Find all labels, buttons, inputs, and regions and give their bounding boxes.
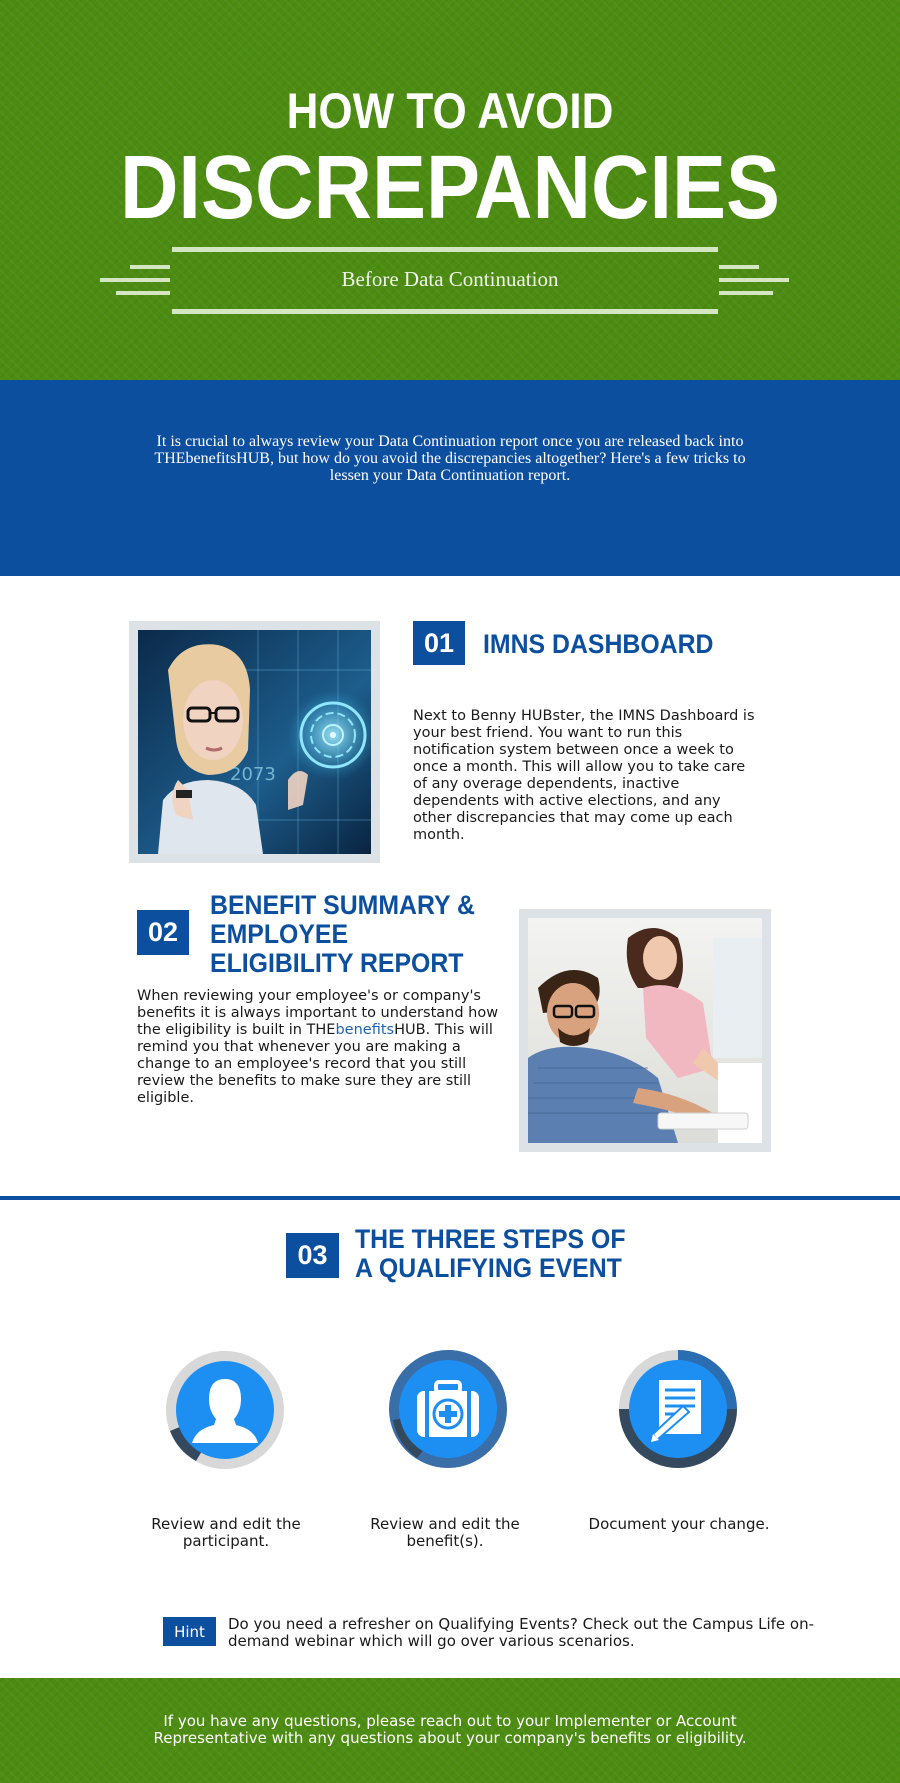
coworkers-illustration [528, 918, 762, 1143]
body-text-part: HUB. This will remind you that whenever you are making a change to an employee's record that you still review the benefits to make sure they are still eligible. [137, 1022, 493, 1106]
coworkers-photo [528, 918, 762, 1143]
footer-text: If you have any questions, please reach out to your Implementer or Account Representative with any questions about your company's benefits or eligibility. [153, 1712, 747, 1747]
section-body [137, 988, 499, 1107]
dashboard-photo-frame [129, 621, 380, 863]
footer-band [0, 1678, 900, 1783]
header-banner [0, 0, 900, 380]
section-body: Next to Benny HUBster, the IMNS Dashboard is your best friend. You want to run this notification system between once a week to once a month. This will allow you to take care of any overage dependents, inactive dependents with active elections, and any other discrepancies that may come up each month. [413, 708, 755, 843]
decorative-rule [172, 247, 718, 252]
body-text-part: When reviewing your employee's or company's benefits it is always important to understand how the eligibility is built in THE [137, 988, 499, 1038]
page-title: DISCREPANCIES [119, 138, 781, 238]
body-text-highlight: benefits [335, 1022, 395, 1038]
intro-text: It is crucial to always review your Data Continuation report once you are released back into THEbenefitsHUB, but how do you avoid the discrepancies altogether? Here's a few tricks to lessen your Data Continuation report. [154, 433, 746, 484]
section-title: IMNS DASHBOARD [483, 629, 714, 659]
intro-band [0, 380, 900, 576]
hint-badge: Hint [163, 1617, 216, 1646]
section-title: THE THREE STEPS OF A QUALIFYING EVENT [355, 1224, 626, 1283]
step-label: Review and edit the participant. [151, 1515, 301, 1550]
dashboard-photo [138, 630, 371, 854]
medical-kit-icon [389, 1350, 507, 1468]
coworkers-photo-frame [519, 909, 771, 1152]
woman-hologram-illustration [138, 630, 371, 854]
document-edit-icon [619, 1350, 737, 1468]
step-number-badge: 03 [286, 1233, 339, 1278]
step-number-badge: 01 [413, 621, 465, 665]
person-icon [166, 1351, 284, 1469]
step-label: Review and edit the benefit(s). [370, 1515, 520, 1550]
step-medical-kit-icon [389, 1350, 507, 1468]
decorative-rule [172, 309, 718, 314]
hint-text: Do you need a refresher on Qualifying Events? Check out the Campus Life on-demand webinar which will go over various scenarios. [228, 1615, 815, 1650]
step-document-icon [619, 1350, 737, 1468]
step-number-badge: 02 [137, 910, 189, 955]
section-divider [0, 1196, 900, 1200]
subtitle: Before Data Continuation [341, 267, 559, 291]
title-line-1: HOW TO AVOID [286, 83, 614, 139]
overlay-text: 2073 [230, 764, 276, 785]
step-person-icon [166, 1351, 284, 1469]
step-label: Document your change. [588, 1515, 770, 1533]
section-title: BENEFIT SUMMARY & EMPLOYEE ELIGIBILITY REPORT [210, 890, 475, 978]
